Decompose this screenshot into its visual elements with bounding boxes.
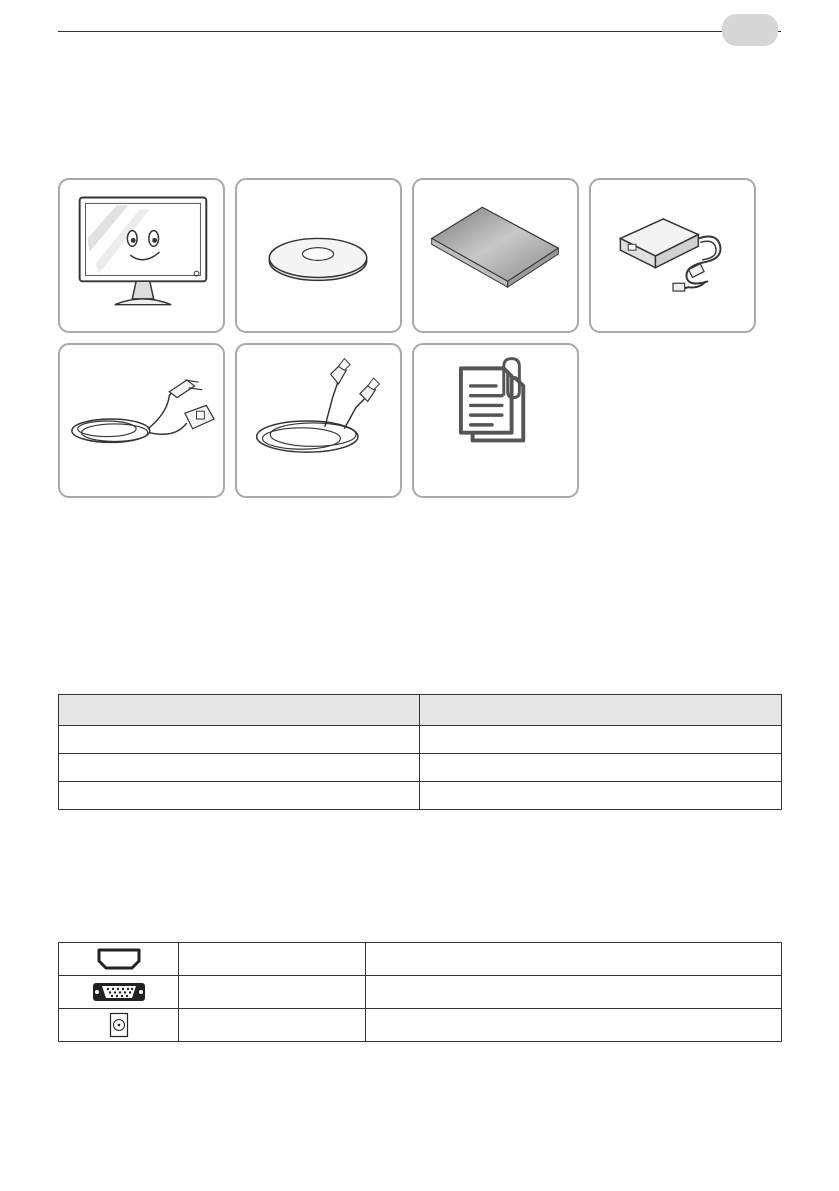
connector-description	[366, 1009, 782, 1042]
item-tile-documents	[412, 343, 579, 498]
table-row	[59, 726, 782, 754]
connector-icon-cell	[59, 943, 179, 976]
item-tile-adapter	[589, 178, 756, 333]
usb-cable-icon	[237, 345, 400, 496]
page-number-tab	[722, 14, 778, 46]
connector-table	[58, 942, 782, 1042]
table-header-row	[59, 695, 782, 726]
table-cell	[59, 754, 420, 782]
header-rule	[58, 31, 781, 32]
table-row	[59, 943, 782, 976]
table-header-cell	[420, 695, 782, 726]
monitor-icon	[60, 180, 223, 331]
item-tile-manual	[412, 178, 579, 333]
dc-in-port-icon	[109, 1012, 129, 1038]
disc-icon	[237, 180, 400, 331]
documents-icon	[414, 345, 577, 496]
table-row	[59, 782, 782, 810]
table-cell	[59, 726, 420, 754]
connector-description	[366, 976, 782, 1009]
vga-port-icon	[92, 980, 146, 1004]
connector-description	[366, 943, 782, 976]
table-cell	[420, 726, 782, 754]
power-cord-icon	[60, 345, 223, 496]
spec-table	[58, 694, 782, 810]
table-row	[59, 976, 782, 1009]
connector-name	[179, 943, 366, 976]
table-header-cell	[59, 695, 420, 726]
item-tile-disc	[235, 178, 402, 333]
item-tile-power-cord	[58, 343, 225, 498]
connector-name	[179, 1009, 366, 1042]
connector-icon-cell	[59, 976, 179, 1009]
connector-name	[179, 976, 366, 1009]
hdmi-port-icon	[96, 947, 142, 971]
table-cell	[59, 782, 420, 810]
table-row	[59, 754, 782, 782]
connector-icon-cell	[59, 1009, 179, 1042]
power-adapter-icon	[591, 180, 754, 331]
manual-booklet-icon	[414, 180, 577, 331]
item-tile-monitor	[58, 178, 225, 333]
table-row	[59, 1009, 782, 1042]
table-cell	[420, 782, 782, 810]
item-tile-usb-cable	[235, 343, 402, 498]
table-cell	[420, 754, 782, 782]
